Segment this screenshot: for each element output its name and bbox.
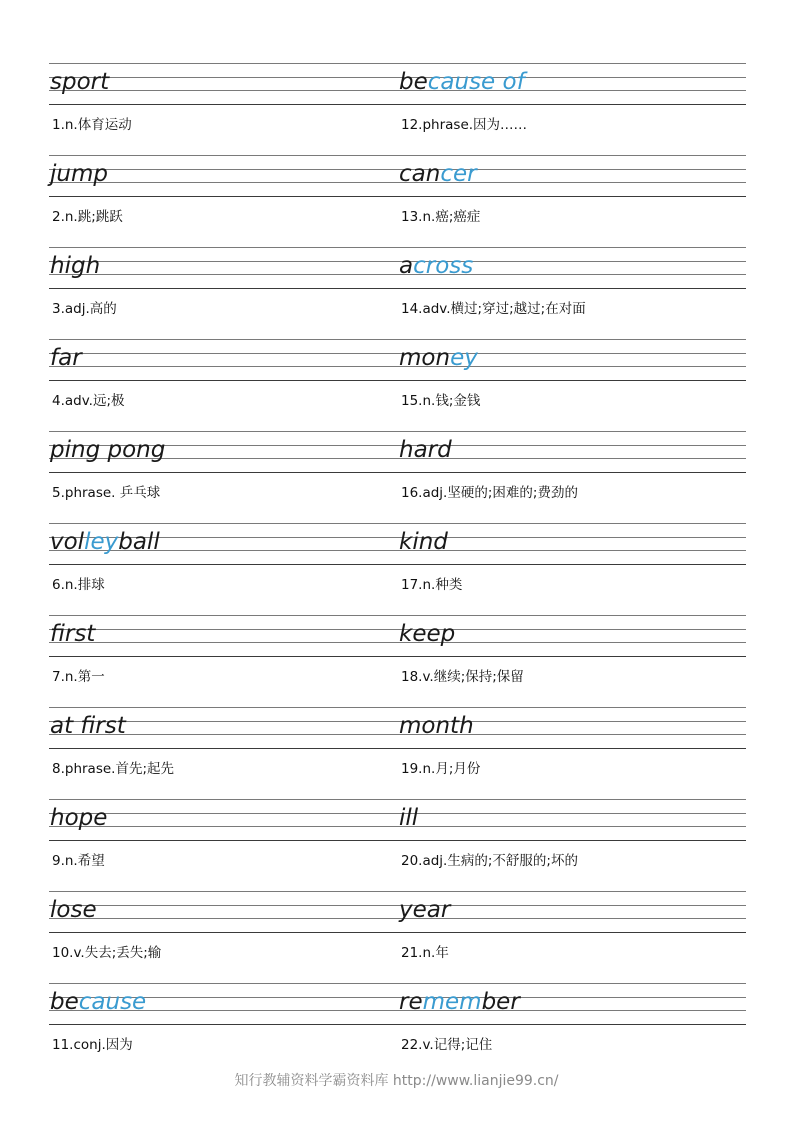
vocab-word bbox=[399, 343, 478, 373]
ruled-line bbox=[49, 182, 746, 183]
vocab-definition: 22.v.记得;记住 bbox=[401, 1037, 493, 1053]
footer-watermark: 知行教辅资料学霸资料库 http://www.lianjie99.cn/ bbox=[234, 1073, 559, 1089]
vocab-word bbox=[50, 435, 165, 465]
vocab-word bbox=[399, 67, 525, 97]
word-part: can bbox=[399, 161, 441, 187]
ruled-line bbox=[49, 247, 746, 248]
vocab-row bbox=[0, 891, 793, 983]
ruled-line bbox=[49, 523, 746, 524]
vocab-word bbox=[50, 987, 146, 1017]
ruled-line bbox=[49, 472, 746, 473]
word-part: hard bbox=[399, 437, 452, 463]
ruled-line bbox=[49, 1010, 746, 1011]
ruled-line bbox=[49, 155, 746, 156]
word-part: ping pong bbox=[50, 437, 166, 463]
word-part: a bbox=[399, 253, 414, 279]
word-part: lose bbox=[50, 897, 97, 923]
vocab-definition: 10.v.失去;丢失;输 bbox=[52, 945, 162, 961]
vocab-row bbox=[0, 523, 793, 615]
vocab-definition: 13.n.癌;癌症 bbox=[401, 209, 481, 225]
ruled-line bbox=[49, 77, 746, 78]
vocab-word bbox=[399, 987, 520, 1017]
vocab-word bbox=[399, 803, 418, 833]
vocab-word bbox=[399, 895, 450, 925]
ruled-line bbox=[49, 366, 746, 367]
vocab-row bbox=[0, 431, 793, 523]
vocab-definition: 8.phrase.首先;起先 bbox=[52, 761, 175, 777]
vocab-definition: 21.n.年 bbox=[401, 945, 449, 961]
vocab-definition: 2.n.跳;跳跃 bbox=[52, 209, 123, 225]
vocab-word bbox=[50, 67, 109, 97]
ruled-line bbox=[49, 983, 746, 984]
vocab-definition: 11.conj.因为 bbox=[52, 1037, 133, 1053]
word-part: first bbox=[50, 621, 96, 647]
vocab-word bbox=[50, 527, 160, 557]
ruled-line bbox=[49, 905, 746, 906]
word-highlight-part: cer bbox=[440, 161, 477, 187]
vocab-word bbox=[399, 527, 448, 557]
vocab-definition: 17.n.种类 bbox=[401, 577, 463, 593]
ruled-line bbox=[49, 799, 746, 800]
ruled-line bbox=[49, 63, 746, 64]
vocab-definition: 6.n.排球 bbox=[52, 577, 105, 593]
ruled-line bbox=[49, 380, 746, 381]
handwriting-lines bbox=[49, 339, 746, 381]
vocab-definition: 3.adj.高的 bbox=[52, 301, 117, 317]
word-part: year bbox=[399, 897, 451, 923]
ruled-line bbox=[49, 564, 746, 565]
vocab-word bbox=[399, 619, 455, 649]
ruled-line bbox=[49, 431, 746, 432]
word-part: hope bbox=[50, 805, 108, 831]
ruled-line bbox=[49, 615, 746, 616]
vocab-definition: 5.phrase. 乒乓球 bbox=[52, 485, 161, 501]
vocab-definition: 7.n.第一 bbox=[52, 669, 105, 685]
ruled-line bbox=[49, 932, 746, 933]
handwriting-lines bbox=[49, 799, 746, 841]
vocab-word bbox=[50, 895, 97, 925]
ruled-line bbox=[49, 196, 746, 197]
word-part: far bbox=[50, 345, 82, 371]
word-part: high bbox=[50, 253, 101, 279]
ruled-line bbox=[49, 353, 746, 354]
word-part: be bbox=[399, 69, 428, 95]
handwriting-lines bbox=[49, 707, 746, 749]
vocab-row bbox=[0, 615, 793, 707]
vocabulary-sheet bbox=[0, 63, 793, 1075]
word-part: sport bbox=[50, 69, 110, 95]
word-part: at first bbox=[50, 713, 126, 739]
vocab-word bbox=[399, 435, 452, 465]
word-highlight-part: cause of bbox=[427, 69, 525, 95]
handwriting-lines bbox=[49, 63, 746, 105]
vocab-definition: 20.adj.生病的;不舒服的;坏的 bbox=[401, 853, 578, 869]
vocab-definition: 16.adj.坚硬的;困难的;费劲的 bbox=[401, 485, 578, 501]
ruled-line bbox=[49, 339, 746, 340]
vocab-row bbox=[0, 63, 793, 155]
vocab-word bbox=[50, 251, 100, 281]
ruled-line bbox=[49, 734, 746, 735]
ruled-line bbox=[49, 707, 746, 708]
vocab-row bbox=[0, 155, 793, 247]
word-highlight-part: mem bbox=[422, 989, 482, 1015]
word-part: mon bbox=[399, 345, 451, 371]
vocab-row bbox=[0, 799, 793, 891]
word-highlight-part: cross bbox=[413, 253, 474, 279]
ruled-line bbox=[49, 840, 746, 841]
ruled-line bbox=[49, 274, 746, 275]
word-part: ill bbox=[399, 805, 419, 831]
handwriting-lines bbox=[49, 247, 746, 289]
ruled-line bbox=[49, 721, 746, 722]
vocab-row bbox=[0, 247, 793, 339]
vocab-definition: 9.n.希望 bbox=[52, 853, 105, 869]
ruled-line bbox=[49, 918, 746, 919]
vocab-definition: 12.phrase.因为…… bbox=[401, 117, 528, 133]
ruled-line bbox=[49, 997, 746, 998]
word-highlight-part: ey bbox=[450, 345, 478, 371]
vocab-row bbox=[0, 983, 793, 1075]
word-part: ball bbox=[118, 529, 160, 555]
ruled-line bbox=[49, 261, 746, 262]
word-part: be bbox=[50, 989, 79, 1015]
word-part: re bbox=[399, 989, 423, 1015]
vocab-row bbox=[0, 339, 793, 431]
ruled-line bbox=[49, 826, 746, 827]
ruled-line bbox=[49, 90, 746, 91]
ruled-line bbox=[49, 813, 746, 814]
ruled-line bbox=[49, 1024, 746, 1025]
vocab-word bbox=[399, 711, 474, 741]
handwriting-lines bbox=[49, 155, 746, 197]
vocab-word bbox=[50, 803, 107, 833]
handwriting-lines bbox=[49, 983, 746, 1025]
vocab-definition: 14.adv.横过;穿过;越过;在对面 bbox=[401, 301, 586, 317]
vocab-word bbox=[50, 159, 108, 189]
word-part: jump bbox=[50, 161, 108, 187]
ruled-line bbox=[49, 642, 746, 643]
ruled-line bbox=[49, 656, 746, 657]
ruled-line bbox=[49, 288, 746, 289]
vocab-definition: 18.v.继续;保持;保留 bbox=[401, 669, 524, 685]
vocab-definition: 15.n.钱;金钱 bbox=[401, 393, 481, 409]
word-part: kind bbox=[399, 529, 448, 555]
word-highlight-part: cause bbox=[78, 989, 147, 1015]
ruled-line bbox=[49, 748, 746, 749]
handwriting-lines bbox=[49, 615, 746, 657]
ruled-line bbox=[49, 629, 746, 630]
word-part: keep bbox=[399, 621, 456, 647]
vocab-row bbox=[0, 707, 793, 799]
handwriting-lines bbox=[49, 891, 746, 933]
vocab-definition: 4.adv.远;极 bbox=[52, 393, 125, 409]
word-part: ber bbox=[481, 989, 520, 1015]
vocab-word bbox=[50, 619, 95, 649]
vocab-word bbox=[50, 343, 82, 373]
vocab-definition: 1.n.体育运动 bbox=[52, 117, 132, 133]
vocab-word bbox=[399, 251, 473, 281]
word-highlight-part: ley bbox=[84, 529, 119, 555]
vocab-definition: 19.n.月;月份 bbox=[401, 761, 481, 777]
word-part: vol bbox=[50, 529, 85, 555]
word-part: month bbox=[399, 713, 474, 739]
ruled-line bbox=[49, 891, 746, 892]
ruled-line bbox=[49, 104, 746, 105]
ruled-line bbox=[49, 169, 746, 170]
vocab-word bbox=[50, 711, 126, 741]
vocab-word bbox=[399, 159, 477, 189]
